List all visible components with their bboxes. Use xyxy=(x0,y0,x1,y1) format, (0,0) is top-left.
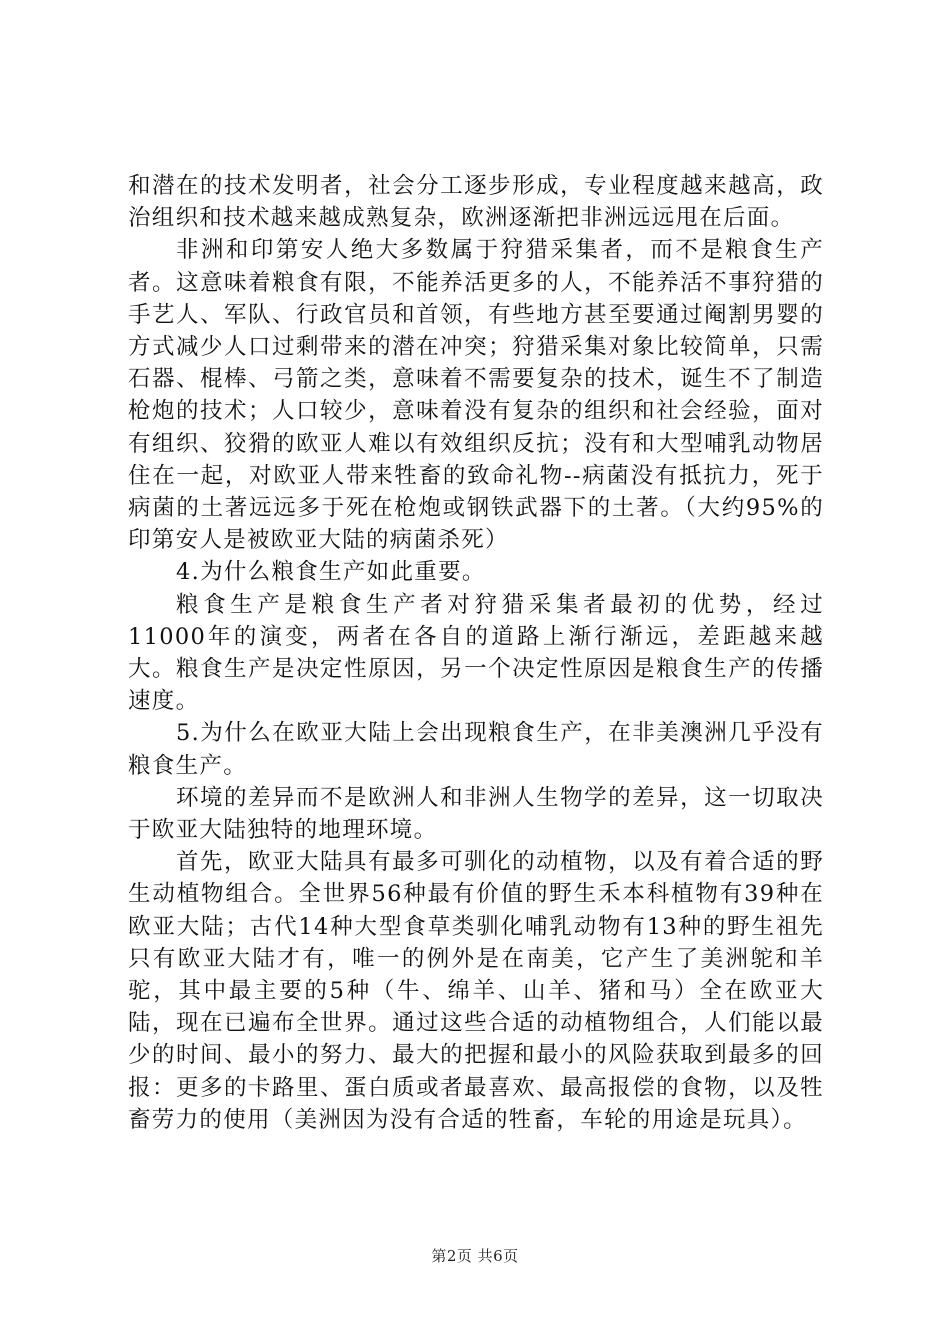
page-number-footer: 第2页 共6页 xyxy=(431,1247,519,1265)
question-heading-4: 4.为什么粮食生产如此重要。 xyxy=(176,559,486,586)
paragraph-environment: 环境的差异而不是欧洲人和非洲人生物学的差异，这一切取决于欧亚大陆独特的地理环境。 xyxy=(128,784,824,844)
document-body xyxy=(128,170,824,1136)
paragraph-food-production: 粮食生产是粮食生产者对狩猎采集者最初的优势，经过11000年的演变，两者在各自的道路上渐行渐远，差距越来越大。粮食生产是决定性原因，另一个决定性原因是粮食生产的传播速度。 xyxy=(128,591,824,715)
paragraph-continuation: 和潜在的技术发明者，社会分工逐步形成，专业程度越来越高，政治组织和技术越来越成熟复杂，欧洲逐渐把非洲远远甩在后面。 xyxy=(128,173,824,232)
paragraph-hunter-gatherers: 非洲和印第安人绝大多数属于狩猎采集者，而不是粮食生产者。这意味着粮食有限，不能养活更多的人，不能养活不事狩猎的手艺人、军队、行政官员和首领，有些地方甚至要通过阉割男婴的方式减少人口过剩带来的潜在冲突；狩猎采集对象比较简单，只需石器、棍棒、弓箭之类，意味着不需要复杂的技术，诞生不了制造枪炮的技术；人口较少，意味着没有复杂的组织和社会经验，面对有组织、狡猾的欧亚人难以有效组织反抗；没有和大型哺乳动物居住在一起，对欧亚人带来牲畜的致命礼物--病菌没有抵抗力，死于病菌的土著远远多于死在枪炮或钢铁武器下的土著。（大约95%的印第安人是被欧亚大陆的病菌杀死） xyxy=(128,237,824,554)
question-heading-5: 5.为什么在欧亚大陆上会出现粮食生产，在非美澳洲几乎没有粮食生产。 xyxy=(128,720,824,779)
paragraph-domestication: 首先，欧亚大陆具有最多可驯化的动植物，以及有着合适的野生动植物组合。全世界56种最有价值的野生禾本科植物有39种在欧亚大陆；古代14种大型食草类驯化哺乳动物有13种的野生祖先只有欧亚大陆才有，唯一的例外是在南美，它产生了美洲鸵和羊驼，其中最主要的5种（牛、绵羊、山羊、猪和马）全在欧亚大陆，现在已遍布全世界。通过这些合适的动植物组合，人们能以最少的时间、最小的努力、最大的把握和最小的风险获取到最多的回报：更多的卡路里、蛋白质或者最喜欢、最高报偿的食物，以及牲畜劳力的使用（美洲因为没有合适的牲畜，车轮的用途是玩具）。 xyxy=(128,849,824,1133)
